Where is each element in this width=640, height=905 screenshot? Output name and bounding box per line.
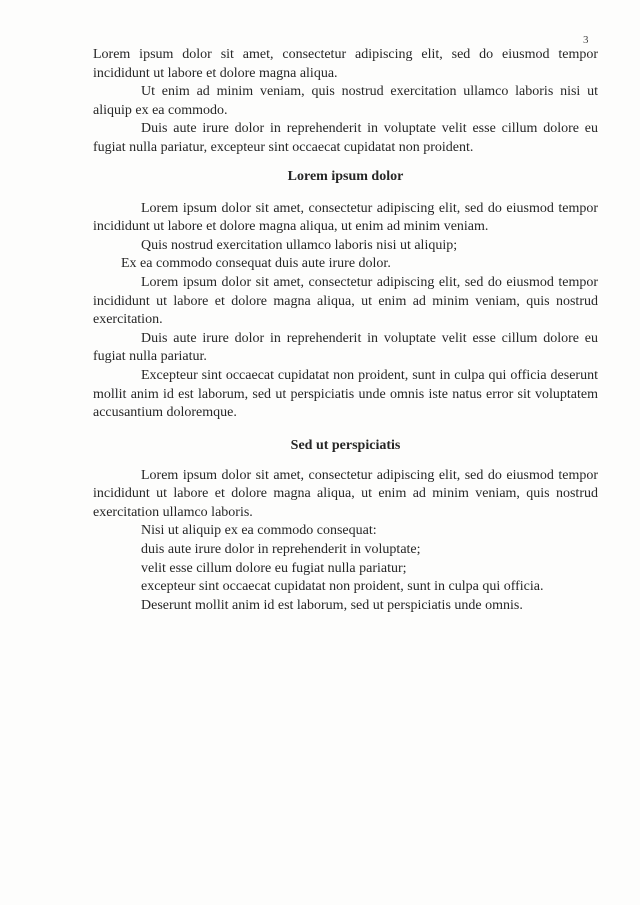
paragraph: velit esse cillum dolore eu fugiat nulla pariatur; bbox=[141, 560, 407, 576]
paragraph: excepteur sint occaecat cupidatat non proident, sunt in culpa qui officia. bbox=[141, 579, 544, 595]
paragraph: Excepteur sint occaecat cupidatat non proident, sunt in culpa qui officia deserunt mollit anim id est laborum, sed ut perspiciatis unde omnis iste natus error sit voluptatem accusantium doloremque. bbox=[93, 367, 598, 421]
page-number: 3 bbox=[583, 34, 589, 46]
document-body bbox=[93, 46, 598, 615]
paragraph: Quis nostrud exercitation ullamco laboris nisi ut aliquip; bbox=[141, 237, 458, 253]
section-heading: Sed ut perspiciatis bbox=[290, 437, 401, 453]
paragraph: Duis aute irure dolor in reprehenderit in voluptate velit esse cillum dolore eu fugiat nulla pariatur. bbox=[93, 330, 598, 365]
paragraph: Deserunt mollit anim id est laborum, sed ut perspiciatis unde omnis. bbox=[141, 597, 523, 613]
paragraph: Duis aute irure dolor in reprehenderit in voluptate velit esse cillum dolore eu fugiat nulla pariatur, excepteur sint occaecat cupidatat non proident. bbox=[93, 121, 598, 155]
paragraph: Nisi ut aliquip ex ea commodo consequat: bbox=[141, 523, 377, 539]
paragraph: Ex ea commodo consequat duis aute irure dolor. bbox=[121, 256, 391, 272]
paragraph: Lorem ipsum dolor sit amet, consectetur adipiscing elit, sed do eiusmod tempor incididunt ut labore et dolore magna aliqua, ut enim ad minim veniam, quis nostrud exercitation. bbox=[93, 274, 598, 328]
paragraph: Lorem ipsum dolor sit amet, consectetur adipiscing elit, sed do eiusmod tempor incididunt ut labore et dolore magna aliqua. bbox=[93, 47, 598, 81]
paragraph: Ut enim ad minim veniam, quis nostrud exercitation ullamco laboris nisi ut aliquip ex ea commodo. bbox=[93, 84, 598, 118]
paragraph: Lorem ipsum dolor sit amet, consectetur adipiscing elit, sed do eiusmod tempor incididunt ut labore et dolore magna aliqua, ut enim ad minim veniam. bbox=[93, 200, 598, 235]
paragraph: duis aute irure dolor in reprehenderit in voluptate; bbox=[141, 542, 421, 558]
section-heading: Lorem ipsum dolor bbox=[287, 168, 404, 184]
paragraph: Lorem ipsum dolor sit amet, consectetur adipiscing elit, sed do eiusmod tempor incididunt ut labore et dolore magna aliqua, ut enim ad minim veniam, quis nostrud exercitation ullamco laboris. bbox=[93, 467, 598, 520]
